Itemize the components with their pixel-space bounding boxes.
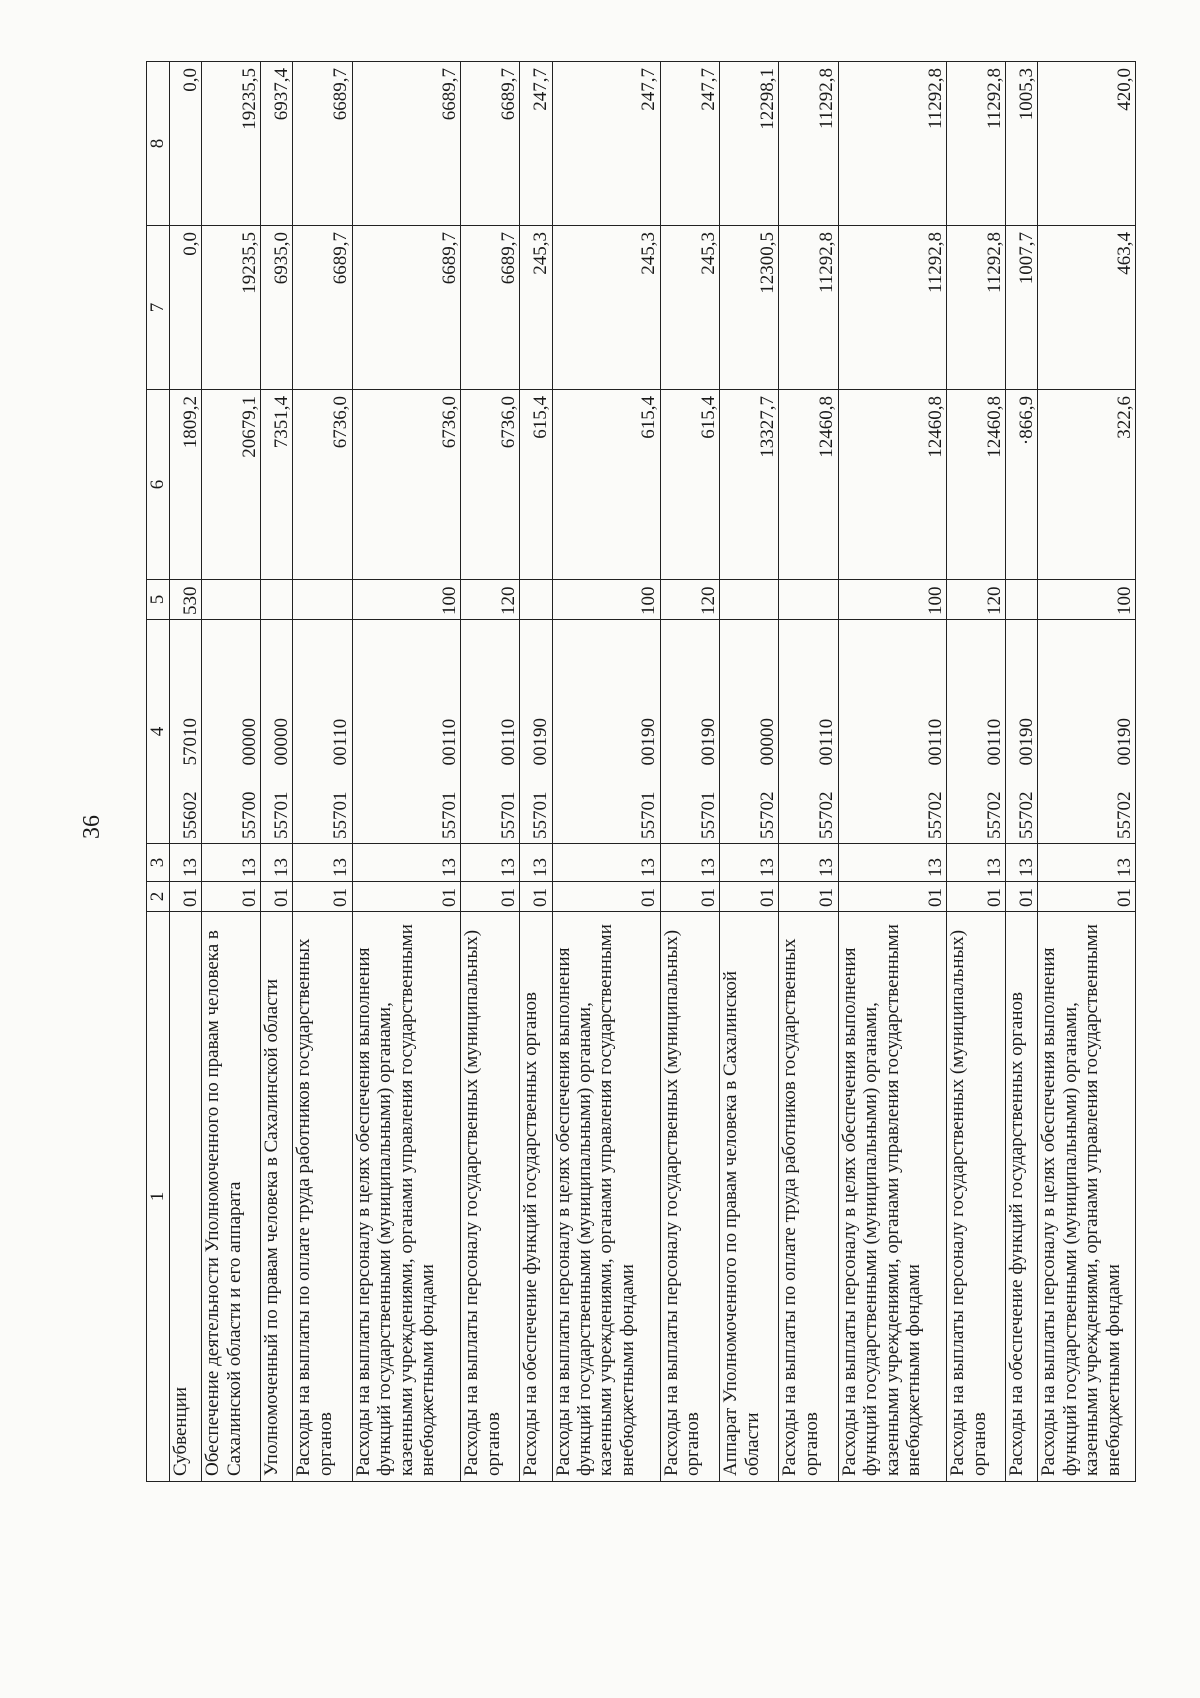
header-col-5: 5: [147, 580, 170, 620]
table-row: [461, 62, 520, 1482]
row-name-cell: Расходы на выплаты персоналу государственных (муниципальных) органов: [461, 912, 520, 1482]
row-expense-type-code: [779, 580, 838, 620]
row-amount-col-7: 11292,8: [779, 226, 838, 390]
row-target-article-cell: [838, 620, 946, 844]
row-amount-col-8: 6937,4: [261, 62, 293, 226]
row-section-code: 01: [261, 882, 293, 912]
row-subsection-code: 13: [838, 844, 946, 882]
row-direction-code: 00110: [330, 718, 352, 766]
row-target-article-cell: [779, 620, 838, 844]
row-amount-col-7: 1007,7: [1006, 226, 1038, 390]
row-expense-type-code: 100: [552, 580, 660, 620]
row-amount-col-6: 615,4: [660, 390, 719, 580]
row-amount-col-8: 247,7: [660, 62, 719, 226]
row-target-article-cell: [170, 620, 202, 844]
row-subsection-code: 13: [1038, 844, 1136, 882]
row-amount-col-7: 19235,5: [202, 226, 261, 390]
row-program-code: 55701: [697, 791, 719, 839]
row-name-cell: Расходы на выплаты персоналу государственных (муниципальных) органов: [947, 912, 1006, 1482]
row-amount-col-7: 6689,7: [293, 226, 352, 390]
row-name-cell: Уполномоченный по правам человека в Сахалинской области: [261, 912, 293, 1482]
row-amount-col-8: 247,7: [520, 62, 552, 226]
row-amount-col-8: 11292,8: [779, 62, 838, 226]
row-program-code: 55702: [924, 791, 946, 839]
budget-table: [146, 61, 1136, 1482]
row-target-article-cell: [293, 620, 352, 844]
row-target-article-cell: [660, 620, 719, 844]
row-amount-col-6: 12460,8: [779, 390, 838, 580]
header-col-2: 2: [147, 882, 170, 912]
row-amount-col-6: 12460,8: [838, 390, 946, 580]
row-name-cell: Расходы на выплаты персоналу в целях обеспечения выполнения функций государственными (муниципальными) органами, казенными учреждениями, органами управления государственными внебюджетными фондами: [352, 912, 460, 1482]
table-row: [838, 62, 946, 1482]
table-row: [293, 62, 352, 1482]
row-expense-type-code: 120: [660, 580, 719, 620]
row-expense-type-code: [261, 580, 293, 620]
row-amount-col-8: 12298,1: [720, 62, 779, 226]
row-amount-col-8: 11292,8: [838, 62, 946, 226]
row-section-code: 01: [660, 882, 719, 912]
row-name-cell: Аппарат Уполномоченного по правам человека в Сахалинской области: [720, 912, 779, 1482]
row-amount-col-6: 6736,0: [461, 390, 520, 580]
row-name-cell: Расходы на выплаты персоналу государственных (муниципальных) органов: [660, 912, 719, 1482]
row-expense-type-code: 100: [838, 580, 946, 620]
row-direction-code: 57010: [179, 718, 201, 766]
row-program-code: 55701: [438, 791, 460, 839]
header-row: [147, 62, 170, 1482]
row-amount-col-6: 615,4: [520, 390, 552, 580]
row-amount-col-7: 6935,0: [261, 226, 293, 390]
row-amount-col-8: 6689,7: [293, 62, 352, 226]
table-row: [552, 62, 660, 1482]
row-expense-type-code: 100: [352, 580, 460, 620]
row-program-code: 55701: [638, 791, 660, 839]
table-row: [520, 62, 552, 1482]
header-col-4: 4: [147, 620, 170, 844]
row-amount-col-8: 420,0: [1038, 62, 1136, 226]
row-expense-type-code: [520, 580, 552, 620]
row-direction-code: 00000: [271, 718, 293, 766]
row-subsection-code: 13: [261, 844, 293, 882]
table-header: [147, 62, 170, 1482]
row-expense-type-code: [720, 580, 779, 620]
row-name-cell: Обеспечение деятельности Уполномоченного по правам человека в Сахалинской области и его аппарата: [202, 912, 261, 1482]
row-program-code: 55701: [330, 791, 352, 839]
row-amount-col-6: ·866,9: [1006, 390, 1038, 580]
table-row: [660, 62, 719, 1482]
table-row: [947, 62, 1006, 1482]
row-direction-code: 00190: [1113, 718, 1135, 766]
row-name-cell: Субвенции: [170, 912, 202, 1482]
row-amount-col-8: 6689,7: [352, 62, 460, 226]
row-section-code: 01: [1006, 882, 1038, 912]
row-section-code: 01: [947, 882, 1006, 912]
row-expense-type-code: 100: [1038, 580, 1136, 620]
row-expense-type-code: 530: [170, 580, 202, 620]
row-name-cell: Расходы на выплаты персоналу в целях обеспечения выполнения функций государственными (муниципальными) органами, казенными учреждениями, органами управления государственными внебюджетными фондами: [1038, 912, 1136, 1482]
row-section-code: 01: [352, 882, 460, 912]
table-row: [170, 62, 202, 1482]
row-program-code: 55702: [983, 791, 1005, 839]
row-amount-col-7: 245,3: [552, 226, 660, 390]
row-amount-col-6: 12460,8: [947, 390, 1006, 580]
table-row: [1038, 62, 1136, 1482]
row-expense-type-code: [1006, 580, 1038, 620]
row-amount-col-6: 615,4: [552, 390, 660, 580]
row-name-cell: Расходы на выплаты по оплате труда работников государственных органов: [779, 912, 838, 1482]
row-amount-col-6: 6736,0: [293, 390, 352, 580]
row-subsection-code: 13: [202, 844, 261, 882]
row-expense-type-code: 120: [947, 580, 1006, 620]
row-section-code: 01: [720, 882, 779, 912]
row-program-code: 55702: [756, 791, 778, 839]
row-amount-col-7: 0,0: [170, 226, 202, 390]
row-program-code: 55702: [1113, 791, 1135, 839]
row-target-article-cell: [552, 620, 660, 844]
header-col-1: 1: [147, 912, 170, 1482]
header-col-8: 8: [147, 62, 170, 226]
row-subsection-code: 13: [552, 844, 660, 882]
header-col-7: 7: [147, 226, 170, 390]
row-name-cell: Расходы на обеспечение функций государственных органов: [1006, 912, 1038, 1482]
row-program-code: 55702: [816, 791, 838, 839]
row-section-code: 01: [202, 882, 261, 912]
row-section-code: 01: [461, 882, 520, 912]
table-row: [720, 62, 779, 1482]
header-col-3: 3: [147, 844, 170, 882]
row-subsection-code: 13: [293, 844, 352, 882]
row-subsection-code: 13: [720, 844, 779, 882]
row-amount-col-7: 11292,8: [947, 226, 1006, 390]
row-target-article-cell: [1006, 620, 1038, 844]
row-direction-code: 00110: [438, 718, 460, 766]
row-amount-col-8: 11292,8: [947, 62, 1006, 226]
row-target-article-cell: [720, 620, 779, 844]
row-amount-col-8: 247,7: [552, 62, 660, 226]
row-expense-type-code: [202, 580, 261, 620]
row-program-code: 55701: [497, 791, 519, 839]
row-section-code: 01: [838, 882, 946, 912]
row-target-article-cell: [947, 620, 1006, 844]
row-amount-col-6: 322,6: [1038, 390, 1136, 580]
row-amount-col-7: 11292,8: [838, 226, 946, 390]
row-direction-code: 00110: [816, 718, 838, 766]
row-direction-code: 00110: [924, 718, 946, 766]
row-subsection-code: 13: [1006, 844, 1038, 882]
row-amount-col-7: 6689,7: [352, 226, 460, 390]
row-direction-code: 00000: [238, 718, 260, 766]
row-name-cell: Расходы на выплаты персоналу в целях обеспечения выполнения функций государственными (муниципальными) органами, казенными учреждениями, органами управления государственными внебюджетными фондами: [838, 912, 946, 1482]
table-row: [202, 62, 261, 1482]
page-number: 36: [79, 815, 105, 839]
row-program-code: 55701: [271, 791, 293, 839]
row-subsection-code: 13: [520, 844, 552, 882]
row-name-cell: Расходы на обеспечение функций государственных органов: [520, 912, 552, 1482]
table-body: [170, 62, 1136, 1482]
row-subsection-code: 13: [170, 844, 202, 882]
budget-table-sheet: [146, 62, 1136, 1482]
row-amount-col-6: 1809,2: [170, 390, 202, 580]
row-direction-code: 00190: [1015, 718, 1037, 766]
row-subsection-code: 13: [660, 844, 719, 882]
row-amount-col-8: 19235,5: [202, 62, 261, 226]
row-amount-col-6: 13327,7: [720, 390, 779, 580]
table-row: [261, 62, 293, 1482]
row-subsection-code: 13: [779, 844, 838, 882]
table-row: [779, 62, 838, 1482]
row-direction-code: 00190: [697, 718, 719, 766]
row-section-code: 01: [293, 882, 352, 912]
row-subsection-code: 13: [461, 844, 520, 882]
row-amount-col-7: 245,3: [660, 226, 719, 390]
row-amount-col-6: 6736,0: [352, 390, 460, 580]
row-section-code: 01: [1038, 882, 1136, 912]
row-direction-code: 00190: [530, 718, 552, 766]
row-subsection-code: 13: [352, 844, 460, 882]
row-target-article-cell: [461, 620, 520, 844]
row-amount-col-8: 1005,3: [1006, 62, 1038, 226]
row-program-code: 55701: [530, 791, 552, 839]
row-amount-col-6: 20679,1: [202, 390, 261, 580]
row-section-code: 01: [552, 882, 660, 912]
row-target-article-cell: [520, 620, 552, 844]
row-amount-col-7: 12300,5: [720, 226, 779, 390]
table-row: [352, 62, 460, 1482]
header-col-6: 6: [147, 390, 170, 580]
row-program-code: 55602: [179, 791, 201, 839]
row-program-code: 55700: [238, 791, 260, 839]
row-amount-col-7: 245,3: [520, 226, 552, 390]
row-amount-col-8: 0,0: [170, 62, 202, 226]
row-direction-code: 00110: [497, 718, 519, 766]
row-target-article-cell: [202, 620, 261, 844]
row-amount-col-7: 6689,7: [461, 226, 520, 390]
row-program-code: 55702: [1015, 791, 1037, 839]
row-section-code: 01: [779, 882, 838, 912]
row-amount-col-7: 463,4: [1038, 226, 1136, 390]
row-expense-type-code: 120: [461, 580, 520, 620]
row-target-article-cell: [352, 620, 460, 844]
table-row: [1006, 62, 1038, 1482]
row-direction-code: 00110: [983, 718, 1005, 766]
row-amount-col-6: 7351,4: [261, 390, 293, 580]
row-name-cell: Расходы на выплаты персоналу в целях обеспечения выполнения функций государственными (муниципальными) органами, казенными учреждениями, органами управления государственными внебюджетными фондами: [552, 912, 660, 1482]
row-section-code: 01: [520, 882, 552, 912]
row-expense-type-code: [293, 580, 352, 620]
row-direction-code: 00000: [756, 718, 778, 766]
row-section-code: 01: [170, 882, 202, 912]
row-subsection-code: 13: [947, 844, 1006, 882]
row-direction-code: 00190: [638, 718, 660, 766]
row-target-article-cell: [1038, 620, 1136, 844]
row-target-article-cell: [261, 620, 293, 844]
row-name-cell: Расходы на выплаты по оплате труда работников государственных органов: [293, 912, 352, 1482]
row-amount-col-8: 6689,7: [461, 62, 520, 226]
